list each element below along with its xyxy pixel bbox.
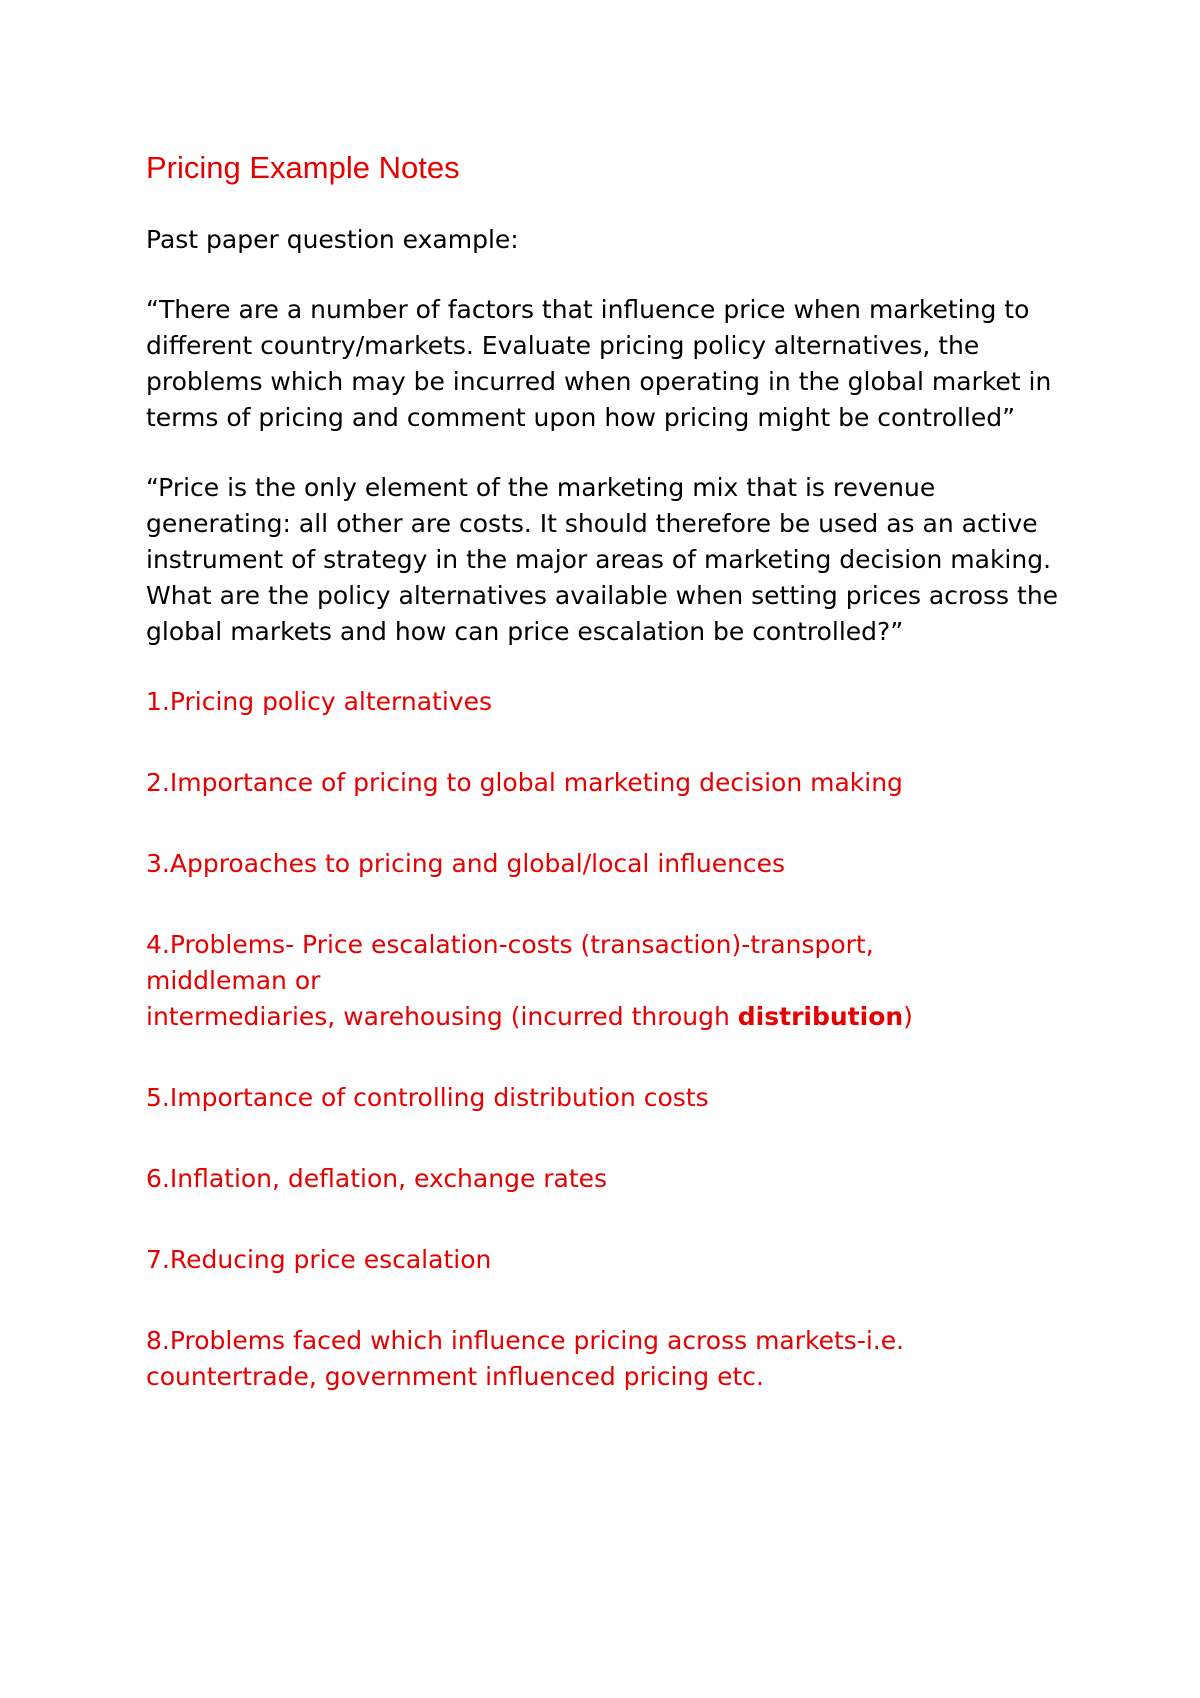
list-item: 2.Importance of pricing to global marketing decision making bbox=[146, 768, 903, 797]
quote-paragraph-2: “Price is the only element of the marketing mix that is revenue generating: all other are costs. It should therefore be used as an active instrument of strategy in the major areas of marketing decision making. What are the policy alternatives available when setting prices across the global markets and how can price escalation be controlled?” bbox=[146, 473, 1059, 646]
list-item: 5.Importance of controlling distribution costs bbox=[146, 1083, 709, 1112]
list-item: 1.Pricing policy alternatives bbox=[146, 687, 493, 716]
list-item-line bbox=[146, 999, 1076, 1035]
list-item: 3.Approaches to pricing and global/local influences bbox=[146, 849, 786, 878]
page-title: Pricing Example Notes bbox=[146, 150, 460, 185]
list-item-line: middleman or bbox=[146, 966, 321, 995]
list-item bbox=[146, 927, 1076, 1035]
list-item: 6.Inflation, deflation, exchange rates bbox=[146, 1164, 608, 1193]
list-item-text: ) bbox=[903, 1002, 913, 1031]
list-item-text: intermediaries, warehousing (incurred through bbox=[146, 1002, 738, 1031]
intro-text: Past paper question example: bbox=[146, 225, 519, 254]
list-item: 7.Reducing price escalation bbox=[146, 1245, 492, 1274]
quote-paragraph-1: “There are a number of factors that influence price when marketing to different country/markets. Evaluate pricing policy alternatives, the problems which may be incurred when operating in the global market in terms of pricing and comment upon how pricing might be controlled” bbox=[146, 295, 1052, 432]
document-content bbox=[146, 148, 1076, 1440]
emphasis-text: distribution bbox=[737, 1002, 904, 1031]
list-item-line: 4.Problems- Price escalation-costs (transaction)-transport, bbox=[146, 930, 874, 959]
list-item: 8.Problems faced which influence pricing across markets-i.e. countertrade, government influenced pricing etc. bbox=[146, 1326, 905, 1391]
topic-list bbox=[146, 684, 1076, 1395]
